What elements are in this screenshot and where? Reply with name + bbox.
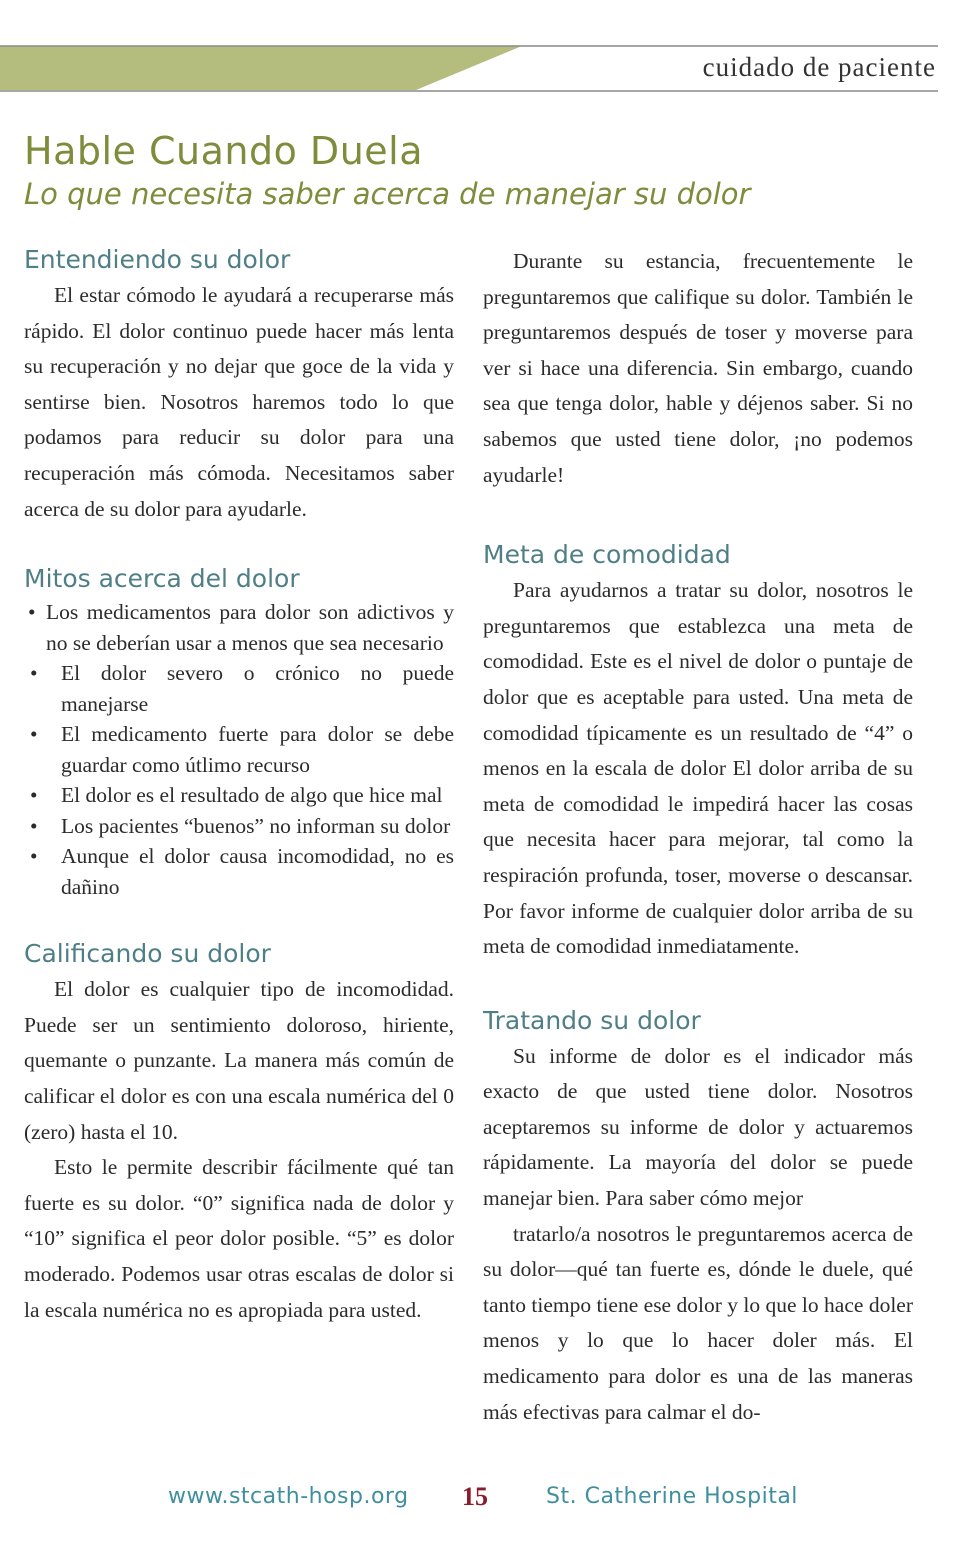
footer-url-link[interactable]: www.stcath-hosp.org <box>168 1484 409 1509</box>
heading-comfort: Meta de comodidad <box>483 540 731 570</box>
paragraph-rating-1: El dolor es cualquier tipo de incomodidad. Puede ser un sentimiento doloroso, hiriente, quemante o punzante. La manera más común de calificar el dolor es con una escala numérica del 0 (zero) hasta el 10. <box>24 977 454 1144</box>
myth-text: El dolor severo o crónico no puede manejarse <box>61 661 454 716</box>
bullet-icon: • <box>28 600 36 625</box>
paragraph-understanding: El estar cómodo le ayudará a recuperarse más rápido. El dolor continuo puede hacer más lenta su recuperación y no dejar que goce de la vida y sentirse bien. Nosotros haremos todo lo que podamos para reducir su dolor para una recuperación más cómoda. Necesitamos saber acerca de su dolor para ayudarle. <box>24 283 454 521</box>
right-column <box>483 242 913 1430</box>
list-item <box>24 719 454 780</box>
myths-list <box>24 597 454 902</box>
bullet-icon: • <box>30 844 38 869</box>
heading-understanding: Entendiendo su dolor <box>24 245 291 274</box>
myth-text: Los pacientes “buenos” no informan su dolor <box>61 813 451 838</box>
bullet-icon: • <box>30 813 38 838</box>
myth-text: El medicamento fuerte para dolor se debe guardar como útlimo recurso <box>61 722 454 777</box>
footer <box>0 1484 960 1520</box>
bullet-icon: • <box>30 783 38 808</box>
heading-rating: Calificando su dolor <box>24 939 271 969</box>
heading-treating: Tratando su dolor <box>483 1005 701 1035</box>
list-item <box>24 658 454 719</box>
footer-org-name: St. Catherine Hospital <box>546 1484 798 1509</box>
myth-text: El dolor es el resultado de algo que hice mal <box>61 783 443 808</box>
left-column <box>24 242 454 1328</box>
spacer <box>24 527 454 561</box>
paragraph-treating-2: tratarlo/a nosotros le preguntaremos acerca de su dolor—qué tan fuerte es, dónde le duele, qué tanto tiempo tiene ese dolor y lo que lo hace doler menos y lo que lo hacer doler más. El medicamento para dolor es una de las maneras más efectivas para calmar el do- <box>483 1221 913 1424</box>
paragraph-treating-1: Su informe de dolor es el indicador más exacto de que usted tiene dolor. Nosotros aceptaremos su informe de dolor y actuaremos rápidamente. La mayoría del dolor se puede manejar bien. Para saber cómo mejor <box>483 1043 913 1211</box>
list-item <box>24 780 454 811</box>
list-item <box>24 811 454 842</box>
list-item <box>24 841 454 902</box>
list-item <box>24 597 454 658</box>
bullet-icon: • <box>30 661 38 686</box>
myth-text: Aunque el dolor causa incomodidad, no es dañino <box>61 844 454 899</box>
spacer <box>24 902 454 936</box>
section-tag: cuidado de paciente <box>702 52 936 82</box>
title-block <box>24 128 936 214</box>
paragraph-rating-2: Esto le permite describir fácilmente qué tan fuerte es su dolor. “0” significa nada de dolor y “10” significa el peor dolor posible. “5” es dolor moderado. Podemos usar otras escalas de dolor si la escala numérica no es apropiada para usted. <box>24 1155 454 1322</box>
paragraph-comfort: Para ayudarnos a tratar su dolor, nosotros le preguntaremos que establezca una meta de comodidad. Este es el nivel de dolor o puntaje de dolor que es aceptable para usted. Una meta de comodidad típicamente es un resultado de “4” o menos en la escala de dolor El dolor arriba de su meta de comodidad le impedirá hacer las cosas que necesita hacer para mejorar, tal como la respiración profunda, toser, moverse o descansar. Por favor informe de cualquier dolor arriba de su meta de comodidad inmediatamente. <box>483 578 913 959</box>
myth-text: Los medicamentos para dolor son adictivos y no se deberían usar a menos que sea necesario <box>46 600 454 655</box>
page-number: 15 <box>462 1482 488 1511</box>
page-title: Hable Cuando Duela <box>24 129 424 173</box>
spacer <box>483 965 913 1003</box>
bullet-icon: • <box>30 722 38 747</box>
page-subtitle: Lo que necesita saber acerca de manejar su dolor <box>24 177 751 211</box>
spacer <box>483 493 913 537</box>
heading-myths: Mitos acerca del dolor <box>24 564 300 594</box>
header-band-fill <box>0 46 522 90</box>
paragraph-stay: Durante su estancia, frecuentemente le preguntaremos que califique su dolor. También le preguntaremos después de toser y moverse para ver si hace una diferencia. Sin embargo, cuando sea que tenga dolor, hable y déjenos saber. Si no sabemos que usted tiene dolor, ¡no podemos ayudarle! <box>483 249 913 487</box>
